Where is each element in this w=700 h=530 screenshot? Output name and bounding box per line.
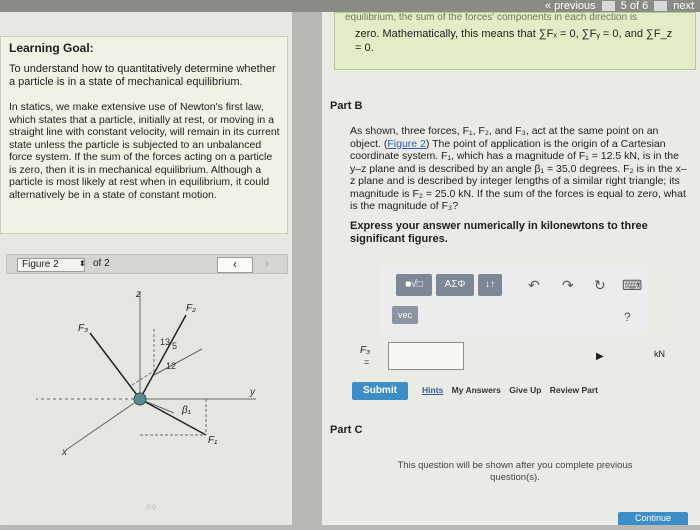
f2-label: F₂ — [186, 303, 196, 314]
figure-count: of 2 — [93, 258, 110, 269]
f2-vector — [140, 315, 186, 399]
f1-label: F₁ — [208, 435, 218, 446]
divider — [654, 1, 667, 11]
y-axis-label: y — [250, 387, 255, 398]
template-button[interactable]: ■√□ — [396, 274, 432, 296]
feedback-box — [334, 12, 696, 70]
f3-label: F₃ — [78, 323, 89, 334]
feedback-main-text: zero. Mathematically, this means that ∑Fₓ = 0, ∑Fᵧ = 0, and ∑F_z = 0. — [355, 28, 673, 54]
my-answers-link[interactable]: My Answers — [451, 385, 501, 395]
part-c-title: Part C — [330, 424, 363, 436]
statics-paragraph: In statics, we make extensive use of Newton's first law, which states that a particle, initially at rest, or moving in a straight line with constant velocity, will remain in its current state unless the particle is subjected to an unbalanced force system. If the sum of the forces acting on a particle is zero, then it is in mechanical equilibrium. Although a particle is most likely at rest when in equilibrium, it could alternatively be in a state of constant motion. — [9, 101, 280, 201]
vec-button[interactable]: vec — [392, 306, 418, 324]
give-up-link[interactable]: Give Up — [509, 385, 542, 395]
learning-goal-title: Learning Goal: — [9, 41, 94, 55]
top-nav-bar — [0, 0, 700, 12]
part-c-message: This question will be shown after you complete previous question(s). — [397, 460, 633, 483]
continue-button[interactable]: Continue — [618, 512, 688, 525]
review-part-link[interactable]: Review Part — [549, 385, 598, 395]
figure-pager-dots[interactable]: ○○ — [146, 501, 157, 511]
figure-next-button[interactable]: › — [265, 256, 269, 270]
question-navigation — [539, 0, 700, 12]
figure-select[interactable]: Figure 2 — [17, 258, 85, 272]
z-axis-label: z — [136, 289, 141, 300]
reset-icon[interactable]: ↻ — [594, 277, 606, 293]
divider — [602, 1, 615, 11]
next-link[interactable]: next — [673, 0, 694, 12]
page-counter: 5 of 6 — [620, 0, 649, 12]
triangle-guide — [132, 329, 154, 385]
hints-link[interactable]: Hints — [422, 385, 444, 395]
force-diagram — [6, 275, 286, 525]
answer-label: F₃ — [360, 345, 371, 356]
keyboard-icon[interactable]: ⌨ — [622, 277, 643, 293]
figure-prev-button[interactable]: ‹ — [217, 257, 253, 273]
unit-label: kN — [654, 349, 665, 359]
equals-sign: = — [364, 357, 370, 367]
figure-area — [6, 275, 286, 525]
problem-statement — [350, 125, 688, 213]
x-axis-label: x — [62, 447, 67, 458]
problem-text-start: As shown, three forces, F₁, F₂, and F₃, act at the same point on an object. ( — [350, 125, 659, 150]
answer-actions — [422, 385, 604, 395]
previous-link[interactable]: « previous — [544, 0, 596, 12]
answer-input[interactable] — [388, 342, 464, 370]
cursor-arrow-icon: ▶ — [596, 351, 604, 362]
help-icon[interactable]: ? — [624, 310, 631, 324]
submit-button[interactable]: Submit — [352, 382, 408, 400]
part-b-title: Part B — [330, 100, 363, 112]
f3-vector — [90, 333, 140, 399]
triangle-hypotenuse-label: 13 — [160, 337, 171, 347]
figure-toolbar — [6, 254, 288, 274]
projection-line — [154, 349, 202, 375]
learning-goal-text: To understand how to quantitatively determine whether a particle is in a state of mechanical equilibrium. — [9, 63, 276, 88]
x-axis — [66, 399, 140, 450]
undo-icon[interactable]: ↶ — [528, 277, 540, 293]
learning-goal-box — [0, 36, 288, 234]
redo-icon[interactable]: ↷ — [562, 277, 574, 293]
select-updown-icon[interactable]: ⬍ — [79, 259, 86, 268]
f1-vector — [140, 399, 206, 435]
feedback-top-text: equilibrium, the sum of the forces' components in each direction is — [345, 13, 638, 23]
triangle-base-label: 12 — [166, 361, 177, 371]
beta-angle-label: β₁ — [182, 405, 191, 416]
greek-symbols-button[interactable]: ΑΣΦ — [436, 274, 474, 296]
problem-text-rest: ) The point of application is the origin of a Cartesian coordinate system. F₁, which has a magnitude of F₁ = 12.5 kN, is in the y–z plane and is described by an angle β₁ = 35.0 degrees. F₂ is in the x–z plane and is described by integer lengths of a similar right triangle; its magnitude is F₂ = 25.0 kN. If the sum of the forces is equal to zero, what is the magnitude of F₃? — [350, 137, 687, 212]
figure-link[interactable]: Figure 2 — [387, 137, 426, 150]
answer-instruction: Express your answer numerically in kilonewtons to three significant figures. — [350, 220, 648, 245]
updown-button[interactable]: ↓↑ — [478, 274, 502, 296]
origin-point — [134, 393, 146, 405]
triangle-side-label: 5 — [172, 341, 178, 351]
